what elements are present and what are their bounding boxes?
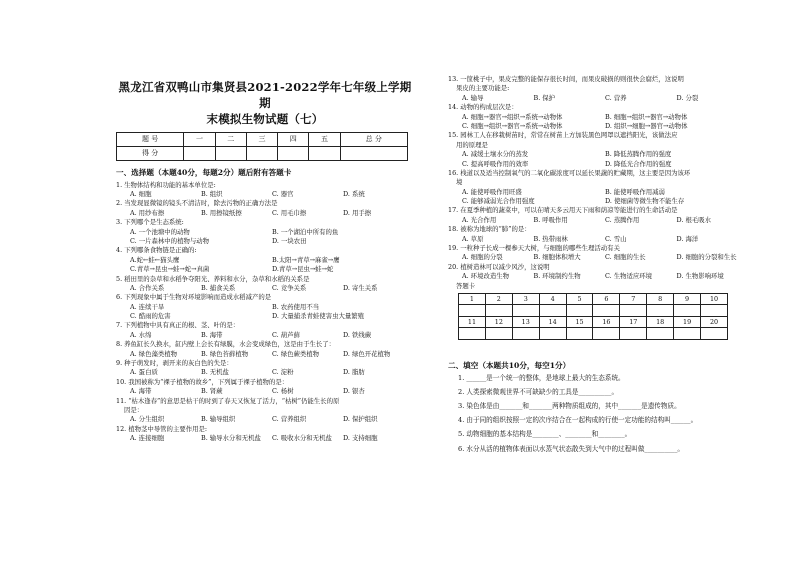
- answer-options: [116, 435, 414, 444]
- fill-blank-question: 3. 染色体是由_______和_______两种物质组成的，其中_______是遗传物质。: [458, 401, 681, 410]
- answer-option: C. 营养组织: [272, 415, 307, 424]
- score-empty-cell: [246, 147, 277, 161]
- answer-option: A. 能使呼吸作用旺盛: [462, 187, 522, 196]
- answer-card-blank: [647, 305, 674, 317]
- answer-card-number: 13: [512, 316, 539, 328]
- answer-option: C. 吸收水分和无机盐: [272, 434, 332, 443]
- answer-card-number: 17: [620, 316, 647, 328]
- answer-card-number: 8: [647, 293, 674, 305]
- answer-card-number: 15: [566, 316, 593, 328]
- answer-card-blank: [620, 305, 647, 317]
- answer-option: B. 细胞体积增大: [533, 253, 581, 262]
- answer-option: B. 无机盐: [201, 368, 229, 377]
- answer-option: D. 大量捕杀青蛙使害虫大量繁殖: [272, 312, 365, 321]
- answer-option: C. 淀粉: [272, 368, 294, 377]
- answer-card-number: 9: [674, 293, 701, 305]
- answer-options: [448, 273, 748, 282]
- answer-card-number: 5: [566, 293, 593, 305]
- fill-blank-list: [448, 375, 748, 460]
- answer-option: D. 寄生关系: [343, 283, 378, 292]
- answer-option: A. 细胞的分裂: [462, 253, 503, 262]
- answer-card-number: 18: [647, 316, 674, 328]
- answer-option: C. 细胞→组织→器官→系统→动物体: [462, 121, 563, 130]
- answer-card-blank: [459, 305, 486, 317]
- answer-option: A. 绿色藻类植物: [130, 349, 178, 358]
- answer-card-table: [458, 293, 728, 340]
- answer-option: C. 营养: [605, 93, 627, 102]
- score-empty-cell: [340, 147, 407, 161]
- answer-option: B. 肾蕨: [201, 387, 223, 396]
- answer-card-blank: [620, 328, 647, 340]
- answer-option: A. 水绵: [130, 330, 152, 339]
- answer-option: C. 杨树: [272, 387, 294, 396]
- score-empty-cell: [184, 147, 215, 161]
- question-stem: 12. 植物茎中导管的主要作用是:: [116, 424, 208, 433]
- answer-card-row: [459, 293, 728, 305]
- answer-card-blank: [701, 305, 728, 317]
- question-stem: 20. 植树造林可以减少风沙，这说明: [448, 262, 550, 271]
- fill-blank-question: 2. 人类探索微观世界不可缺缺少的工具是__________。: [458, 387, 619, 396]
- question-stem: 因是：: [124, 405, 144, 414]
- answer-option: A. 分生组织: [130, 415, 165, 424]
- answer-card-number: 11: [459, 316, 486, 328]
- answer-card-blank: [701, 328, 728, 340]
- score-row-label: 得 分: [117, 147, 184, 161]
- question-stem: 17. 在夏季种植的蔬菜中，可以在晴天多云用天下雨和荫凉等能进行的生命活动是: [448, 206, 678, 215]
- answer-option: B.太阳→青草→麻雀→鹰: [272, 255, 340, 264]
- score-empty-cell: [309, 147, 340, 161]
- answer-card-blank: [593, 328, 620, 340]
- answer-option: C.青草→昆虫→蛙→蛇→真菌: [130, 265, 210, 274]
- question-stem: 用的原理是: [456, 140, 488, 149]
- answer-card-number: 6: [593, 293, 620, 305]
- answer-option: A. 合作关系: [130, 283, 165, 292]
- answer-card-number: 2: [485, 293, 512, 305]
- question-stem: 19. 一粒种子长成一棵参天大树，与细胞的哪些生理活动有关: [448, 244, 620, 253]
- answer-option: A. 蛋白质: [130, 368, 158, 377]
- answer-option: D. 细胞的分裂和生长: [676, 253, 737, 262]
- answer-option: A. 环境改造生物: [462, 272, 510, 281]
- score-header-cell: 二: [215, 133, 246, 147]
- answer-option: D. 保护组织: [343, 415, 378, 424]
- answer-option: B. 环境制约生物: [533, 272, 581, 281]
- question-stem: 5. 稻田里的杂草和水稻争夺阳光、养料和水分，杂草和水稻的关系是: [116, 274, 310, 283]
- answer-card-blank: [485, 328, 512, 340]
- answer-card-blank: [512, 328, 539, 340]
- fill-blank-question: 5. 动物细胞的基本结构是________、________和________。: [458, 430, 632, 439]
- answer-option: C. 用毛巾擦: [272, 208, 307, 217]
- answer-card-number: 14: [539, 316, 566, 328]
- question-stem: 境: [456, 178, 463, 187]
- answer-option: D. 铁线蕨: [343, 330, 372, 339]
- answer-option: D. 支持细胞: [343, 434, 378, 443]
- score-empty-cell: [278, 147, 309, 161]
- answer-card-number: 19: [674, 316, 701, 328]
- answer-option: C. 绿色蕨类植物: [272, 349, 320, 358]
- answer-option: A. 光合作用: [462, 215, 497, 224]
- score-header-cell: 四: [278, 133, 309, 147]
- answer-option: A. 用纱布擦: [130, 208, 165, 217]
- answer-card-number: 20: [701, 316, 728, 328]
- answer-option: B. 组织: [201, 189, 223, 198]
- answer-option: B. 农药使用不当: [272, 302, 320, 311]
- answer-option: D. 系统: [343, 189, 365, 198]
- question-stem: 8. 养鱼缸长久换水，缸内壁上会长有绿膜，水会变成绿色，这是由于生长了：: [116, 340, 336, 349]
- score-header-cell: 一: [184, 133, 215, 147]
- answer-option: D. 海洋: [676, 234, 699, 243]
- question-stem: 15. 园林工人在移栽树苗时，常常在树苗上方加装黑色网罩以遮挡阳光，该做法应: [448, 131, 678, 140]
- answer-option: D. 银杏: [343, 387, 365, 396]
- answer-option: B. 细胞→组织→器官→动物体: [605, 112, 688, 121]
- answer-card-blank: [485, 305, 512, 317]
- question-stem: 16. 栈道以及适当控制氧气的二氧化碳浓度可以延长果蔬的贮藏期，这主要是因为该环: [448, 168, 691, 177]
- question-stem: 1. 生物体结构和功能的基本单位是:: [116, 180, 216, 189]
- answer-option: A. 海带: [130, 387, 152, 396]
- answer-option: A. 连续干旱: [130, 302, 165, 311]
- answer-option: C. 细胞的生长: [605, 253, 646, 262]
- section-1-title: 一、选择题（本题40分，每题2分）题后附有答题卡: [116, 168, 292, 177]
- answer-option: D. 用手擦: [343, 208, 372, 217]
- answer-option: A. 一个池塘中的动物: [130, 227, 190, 236]
- answer-card-number: 12: [485, 316, 512, 328]
- answer-option: D. 根毛吸水: [676, 215, 712, 224]
- answer-option: D. 使细菌等微生物不能生存: [605, 197, 685, 206]
- answer-option: A. 连接细胞: [130, 434, 165, 443]
- answer-option: B. 呼吸作用: [533, 215, 568, 224]
- answer-option: C. 葫芦藓: [272, 330, 300, 339]
- answer-option: D. 脂肪: [343, 368, 365, 377]
- answer-card-blank: [459, 328, 486, 340]
- answer-option: B. 输导水分和无机盐: [201, 434, 261, 443]
- answer-option: A.蛇←蛙←猫头鹰: [130, 255, 180, 264]
- answer-card-blank: [674, 328, 701, 340]
- question-stem: 18. 被称为地球的“肺”的是：: [448, 225, 531, 234]
- answer-card-number: 7: [620, 293, 647, 305]
- answer-option: D.青草→昆虫→蛙→蛇: [272, 265, 334, 274]
- answer-card-number: 3: [512, 293, 539, 305]
- question-stem: 13. 一筐桃子中，果皮完整的能保存很长时间，而果皮破损的则很快会腐烂，这说明: [448, 75, 684, 83]
- fill-blank-question: 4. 由于同的组织按照一定的次序结合在一起构成的行使一定功能的结构叫______。: [458, 416, 698, 425]
- section-2-title: 二、填空（本题共10分，每空1分）: [448, 360, 571, 370]
- answer-option: C. 能够减弱光合作用强度: [462, 197, 535, 206]
- answer-option: C. 蒸腾作用: [605, 215, 640, 224]
- answer-option: D. 降低光合作用的强度: [605, 159, 672, 168]
- answer-option: B. 海带: [201, 330, 223, 339]
- right-column: [448, 0, 748, 460]
- answer-card-number: 1: [459, 293, 486, 305]
- score-table: [116, 132, 408, 161]
- score-header-cell: 五: [309, 133, 340, 147]
- answer-card-blank: [593, 305, 620, 317]
- score-empty-cell: [215, 147, 246, 161]
- fill-blank-question: 6. 水分从活的植物体表面以水蒸气状态散失到大气中的过程叫做__________。: [458, 444, 684, 453]
- answer-option: B. 输导组织: [201, 415, 236, 424]
- answer-card-blank: [566, 328, 593, 340]
- answer-option: A. 草原: [462, 234, 484, 243]
- fill-blank-question: 1. ______是一个统一的整体，是地球上最大的生态系统。: [458, 373, 625, 382]
- exam-title-line-2: 末模拟生物试题（七）: [206, 112, 324, 126]
- answer-option: B. 一个湖泊中所有的鱼: [272, 227, 339, 236]
- answer-option: C. 提高呼吸作用的效率: [462, 159, 529, 168]
- score-header-cell: 总 分: [340, 133, 407, 147]
- answer-option: D. 组织→细胞→器官→动物体: [605, 121, 688, 130]
- answer-option: B. 捕食关系: [201, 283, 236, 292]
- question-stem: 10. 我国被称为“裸子植物的故乡”，下列属于裸子植物的是：: [116, 377, 289, 386]
- answer-card-blank-row: [459, 305, 728, 317]
- answer-card-number: 16: [593, 316, 620, 328]
- question-stem: 4. 下列哪条食物链是正确的:: [116, 246, 197, 255]
- answer-option: A. 输导: [462, 93, 484, 102]
- answer-option: D. 绿色开花植物: [343, 349, 391, 358]
- answer-option: B. 降低蒸腾作用的强度: [605, 150, 672, 159]
- answer-option: C. 生物适应环境: [605, 272, 653, 281]
- answer-option: C. 雪山: [605, 234, 627, 243]
- right-question-list: [448, 76, 748, 283]
- score-header-cell: 题 号: [117, 133, 184, 147]
- question-stem: 2. 当发现显微镜的镜头不清洁时，除去污物的正确方法是: [116, 199, 278, 208]
- question-stem: 6. 下列现象中属于生物对环境影响而造成水稻减产的是: [116, 293, 272, 302]
- answer-option: C. 器官: [272, 189, 294, 198]
- left-column: [116, 0, 414, 445]
- answer-option: D. 生物影响环境: [676, 272, 724, 281]
- question-stem: 果皮的主要功能是:: [456, 84, 510, 93]
- answer-option: A. 细胞→器官→组织→系统→动物体: [462, 112, 563, 121]
- answer-option: D. 分裂: [676, 93, 699, 102]
- question-stem: 14. 动物的构成层次是：: [448, 103, 518, 112]
- score-header-cell: 三: [246, 133, 277, 147]
- answer-option: C. 酷雨的危害: [130, 312, 171, 321]
- answer-card-blank: [647, 328, 674, 340]
- answer-option: A. 细胞: [130, 189, 152, 198]
- answer-option: B. 热带雨林: [533, 234, 568, 243]
- answer-option: A. 减缓土壤水分的蒸发: [462, 150, 529, 159]
- answer-option: B. 能使呼吸作用减弱: [605, 187, 665, 196]
- answer-option: B. 保护: [533, 93, 556, 102]
- exam-title-line-1: 黑龙江省双鸭山市集贤县2021-2022学年七年级上学期期: [118, 80, 412, 110]
- answer-option: C. 竞争关系: [272, 283, 307, 292]
- answer-option: C. 一片森林中的植物与动物: [130, 236, 210, 245]
- answer-card-blank: [512, 305, 539, 317]
- answer-card-row: [459, 316, 728, 328]
- question-stem: 7. 下列植物中具有真正的根、茎、叶的是：: [116, 321, 240, 330]
- answer-option: D. 一块农田: [272, 236, 307, 245]
- question-stem: 3. 下列哪个是生态系统:: [116, 218, 184, 227]
- answer-card-blank-row: [459, 328, 728, 340]
- left-question-list: [116, 182, 414, 445]
- answer-card-blank: [674, 305, 701, 317]
- answer-option: B. 用擦镜纸擦: [201, 208, 242, 217]
- answer-card-blank: [566, 305, 593, 317]
- answer-card-label: 答题卡: [456, 281, 476, 290]
- question-stem: 11. “枯木逢春”的意思是枯干的时到了春天又恢复了活力，“枯树”仍能生长的原: [116, 396, 340, 405]
- answer-card-number: 4: [539, 293, 566, 305]
- answer-card-number: 10: [701, 293, 728, 305]
- answer-card-blank: [539, 328, 566, 340]
- answer-card-blank: [539, 305, 566, 317]
- question-stem: 9. 种子萌发时，剥开来的灰白色的失是：: [116, 359, 233, 368]
- answer-option: B. 绿色苔藓植物: [201, 349, 249, 358]
